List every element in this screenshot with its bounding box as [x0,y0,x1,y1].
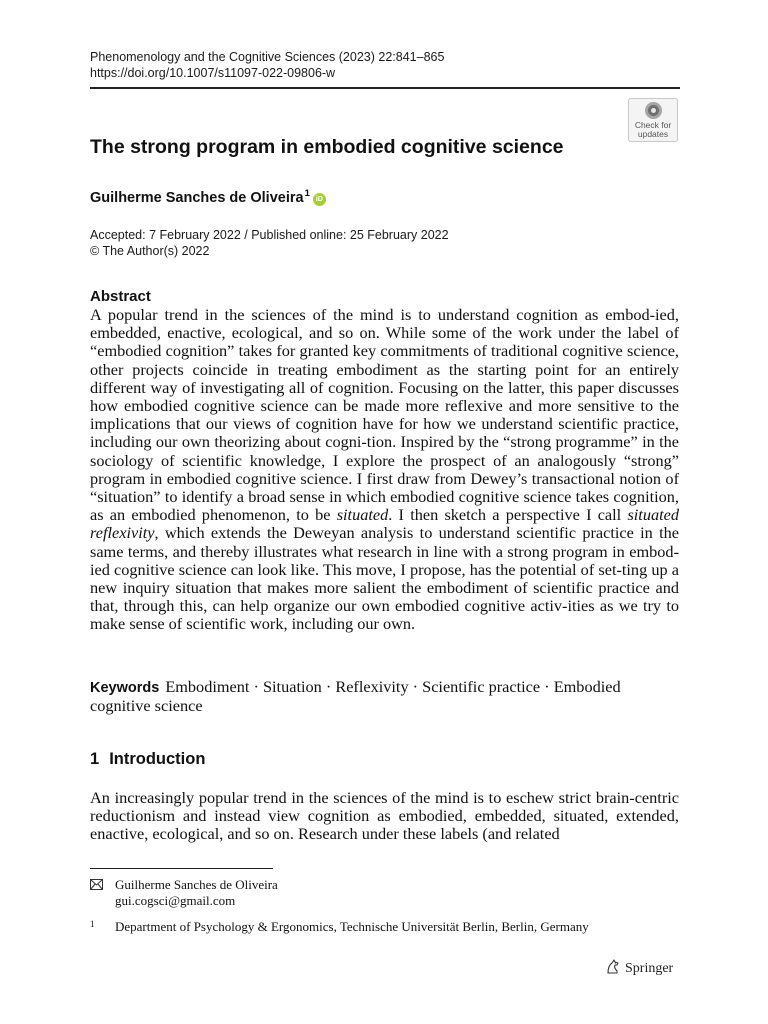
keywords-label: Keywords [90,680,160,696]
affiliation-mark: 1 [304,188,310,199]
corresponding-author-footnote [90,877,278,909]
footnote-rule [90,868,273,869]
publisher-name: Springer [625,961,674,976]
abstract-text: A popular trend in the sciences of the mind is to understand cognition as embod-ied, embedded, enactive, ecological, and so on. While some of the work under the label of “embodied cognition” takes for granted key commitments of traditional cognitive science, other projects coincide in treating embodiment as the starting point for an entirely different way of investigating all of cognition. Focusing on the latter, this paper discusses how embodied cognitive science can be made more reflexive and more sensitive to the implications that our views of cognition have for how we understand scientific practice, including our own theorizing about cogni-tion. Inspired by the “strong programme” in the sociology of scientific knowledge, I explore the prospect of an analogously “strong” program in embodied cognitive science. I first draw from Dewey’s transactional notion of “situation” to identify a broad sense in which embodied cognitive science takes cognition, as an embodied phenomenon, to be situated. I then sketch a perspective I call situated reflexivity, which extends the Deweyan analysis to understand scientific practice in the same terms, and thereby illustrates what research in line with a strong program in embod-ied cognitive science can look like. This move, I propose, has the potential of set-ting up a new inquiry situation that makes more salient the embodiment of scientific practice and that, through this, can help organize our own embodied cognitive activ-ities as we try to make sense of scientific work, including our own. [90,305,679,634]
author [90,188,326,206]
check-updates-icon [645,102,662,119]
section-title: Introduction [109,750,206,768]
affiliation-number: 1 [90,919,95,929]
springer-logo [605,958,673,977]
dates-line: Accepted: 7 February 2022 / Published online: 25 February 2022 [90,228,449,242]
abstract-heading: Abstract [90,288,151,305]
header-rule [90,87,680,89]
section-heading [90,750,205,769]
corresponding-author-email[interactable]: gui.cogsci@gmail.com [115,893,236,908]
doi-link[interactable]: https://doi.org/10.1007/s11097-022-09806-w [90,66,336,80]
check-updates-label: Check for updates [634,120,672,139]
affiliation-text: Department of Psychology & Ergonomics, Technische Universität Berlin, Berlin, Germany [115,919,589,934]
orcid-icon[interactable]: iD [313,193,326,206]
affiliation-footnote [90,919,589,935]
copyright-line: © The Author(s) 2022 [90,243,210,258]
section-number: 1 [90,750,100,768]
journal-header [90,49,444,81]
paper-title: The strong program in embodied cognitive science [90,136,564,158]
publication-dates [90,228,449,259]
keywords-list: Embodiment · Situation · Reflexivity · Scientific practice · Embodied cognitive science [90,677,621,716]
envelope-icon [90,879,103,890]
springer-horse-icon [605,958,621,975]
corresponding-author-name: Guilherme Sanches de Oliveira [115,877,278,892]
keywords [90,678,679,715]
author-name[interactable]: Guilherme Sanches de Oliveira [90,190,304,206]
check-for-updates-badge[interactable] [628,98,678,142]
emphasis-situated: situated [336,505,389,525]
journal-citation: Phenomenology and the Cognitive Sciences (2023) 22:841–865 [90,50,445,64]
introduction-text: An increasingly popular trend in the sciences of the mind is to eschew strict brain-centric reductionism and instead view cognition as embodied, embedded, situated, extended, enactive, ecological, and so on. Research under these labels (and related [90,788,679,844]
emphasis-situated-reflexivity: situated reflexivity [90,505,679,543]
